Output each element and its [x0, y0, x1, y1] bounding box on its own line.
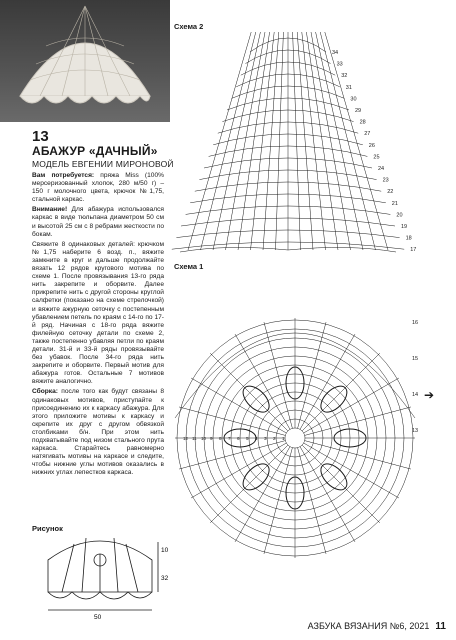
schema2-chart: [178, 28, 417, 256]
schema1-row-number: 14: [412, 392, 419, 398]
schema2-row-number: 19: [401, 224, 408, 230]
schema2-label: Схема 2: [174, 22, 204, 31]
schema2-row-number: 33: [336, 61, 343, 68]
dim-height-top: 10: [161, 547, 169, 554]
attention-heading: Внимание!: [32, 206, 68, 214]
schema1-center-row-number: 1: [282, 436, 285, 441]
schema2-row-number: 30: [350, 96, 357, 103]
materials-paragraph: [32, 172, 164, 204]
schema1-center-row-number: 6: [237, 436, 240, 441]
assembly-paragraph: [32, 388, 164, 477]
schema2-row-number: 31: [345, 84, 352, 91]
assembly-heading: Сборка:: [32, 388, 58, 396]
schema2-row-number: 22: [387, 189, 394, 196]
frame-diagram: [30, 530, 170, 622]
schema2-row-number: 34: [332, 50, 339, 56]
schema1-center-row-number: 3: [264, 436, 267, 441]
schema2-row-number: 24: [378, 166, 385, 172]
schema2-row-number: 25: [373, 154, 380, 161]
lampshade-illustration: [0, 0, 170, 122]
schema2-row-number: 27: [364, 131, 371, 138]
page-number: 11: [435, 621, 446, 632]
figure-label: Рисунок: [32, 524, 63, 533]
schema1-row-number: 16: [412, 320, 419, 326]
assembly-text: после того как будут связаны 8 одинаковых мотивов, приступайте к присоединению их к каркасу абажура. Для этого приложите мотивы к каркасу и скрепите их друг с другом обвязкой столбиками б/н. При этом нить подхватывайте под низом стального прута каркаса. Старайтесь равномерно натягивать мотивы на каркасе и следите, чтобы нижние углы мотивов оказались в нижних углах лепестков каркаса.: [32, 388, 164, 477]
schema1-center-row-number: 7: [228, 436, 231, 441]
dim-height-bottom: 32: [161, 575, 169, 582]
schema2-row-number: 21: [391, 200, 398, 207]
schema2-row-number: 23: [382, 177, 389, 184]
frame-petals: [48, 592, 152, 599]
magazine-name: АЗБУКА ВЯЗАНИЯ №6, 2021: [307, 621, 430, 631]
schema2-row-number: 26: [368, 142, 375, 149]
designer-credit: МОДЕЛЬ ЕВГЕНИИ МИРОНОВОЙ: [32, 159, 174, 169]
schema1-center-row-number: 9: [210, 436, 213, 441]
schema1-center-row-number: 11: [192, 436, 197, 441]
attach-arrow-icon: ➔: [424, 388, 435, 402]
schema1-center-row-number: 2: [273, 436, 276, 441]
attention-paragraph: [32, 206, 164, 238]
instructions-paragraph: Свяжите 8 одинаковых деталей: крючком №1,75 наберите 6 возд. п., вяжите замкните в круг и дальше продолжайте вязать 12 рядов кругового мотива по схеме 1. После провязывания 13-го ряда нить закрепите и оборвите. Далее прикрепите нить с другой стороны круглой салфетки (показано на схеме стрелочкой) и вяжите ажурную сеточку с постепенным убавлением петель по краям с 14-го по 17-й ряд. Начиная с 18-го ряда вяжите филейную сеточку детали по схеме 2, также постепенно убавляя петли по краям детали. 31-й и 33-й ряды провязывайте без убавок. После 34-го ряда нить закрепите и оборвите. Первый мотив для абажура готов. Остальные 7 мотивов вяжите аналогично.: [32, 240, 164, 386]
schema2-row-number: 18: [405, 235, 412, 242]
materials-heading: Вам потребуется:: [32, 172, 95, 179]
schema1-center-row-number: 10: [201, 436, 207, 441]
schema1-center-row-number: 12: [183, 436, 189, 441]
schema1-center-row-number: 4: [255, 436, 258, 441]
schema1-label: Схема 1: [174, 262, 204, 271]
page-title: АБАЖУР «ДАЧНЫЙ»: [32, 144, 158, 158]
schema2-row-number: 20: [396, 212, 403, 219]
schema2-row-number: 28: [359, 119, 366, 126]
schema1-chart: [160, 262, 430, 604]
schema2-row-number: 17: [410, 247, 417, 254]
schema1-center-row-number: 5: [246, 436, 249, 441]
schema2-row-number: 29: [355, 108, 362, 114]
attention-text: Для абажура использовался каркас в виде тюльпана диаметром 50 см и высотой 25 см с 8 ребрами жесткости по бокам.: [32, 206, 164, 238]
page-footer: [308, 621, 446, 632]
schema1-center-row-number: 8: [219, 436, 222, 441]
dim-width: 50: [94, 614, 102, 621]
schema1-row-number: 15: [412, 356, 419, 362]
schema2-row-number: 32: [341, 73, 348, 80]
lampshade-photo: [0, 0, 170, 122]
schema1-row-number: 13: [412, 428, 419, 434]
materials-text: пряжа Miss (100% мерсеризованный хлопок, 280 м/50 г) – 150 г молочного цвета, крючок №1,75, стальной каркас.: [32, 172, 164, 204]
instructions-column: [32, 172, 164, 479]
project-number: 13: [32, 128, 49, 145]
